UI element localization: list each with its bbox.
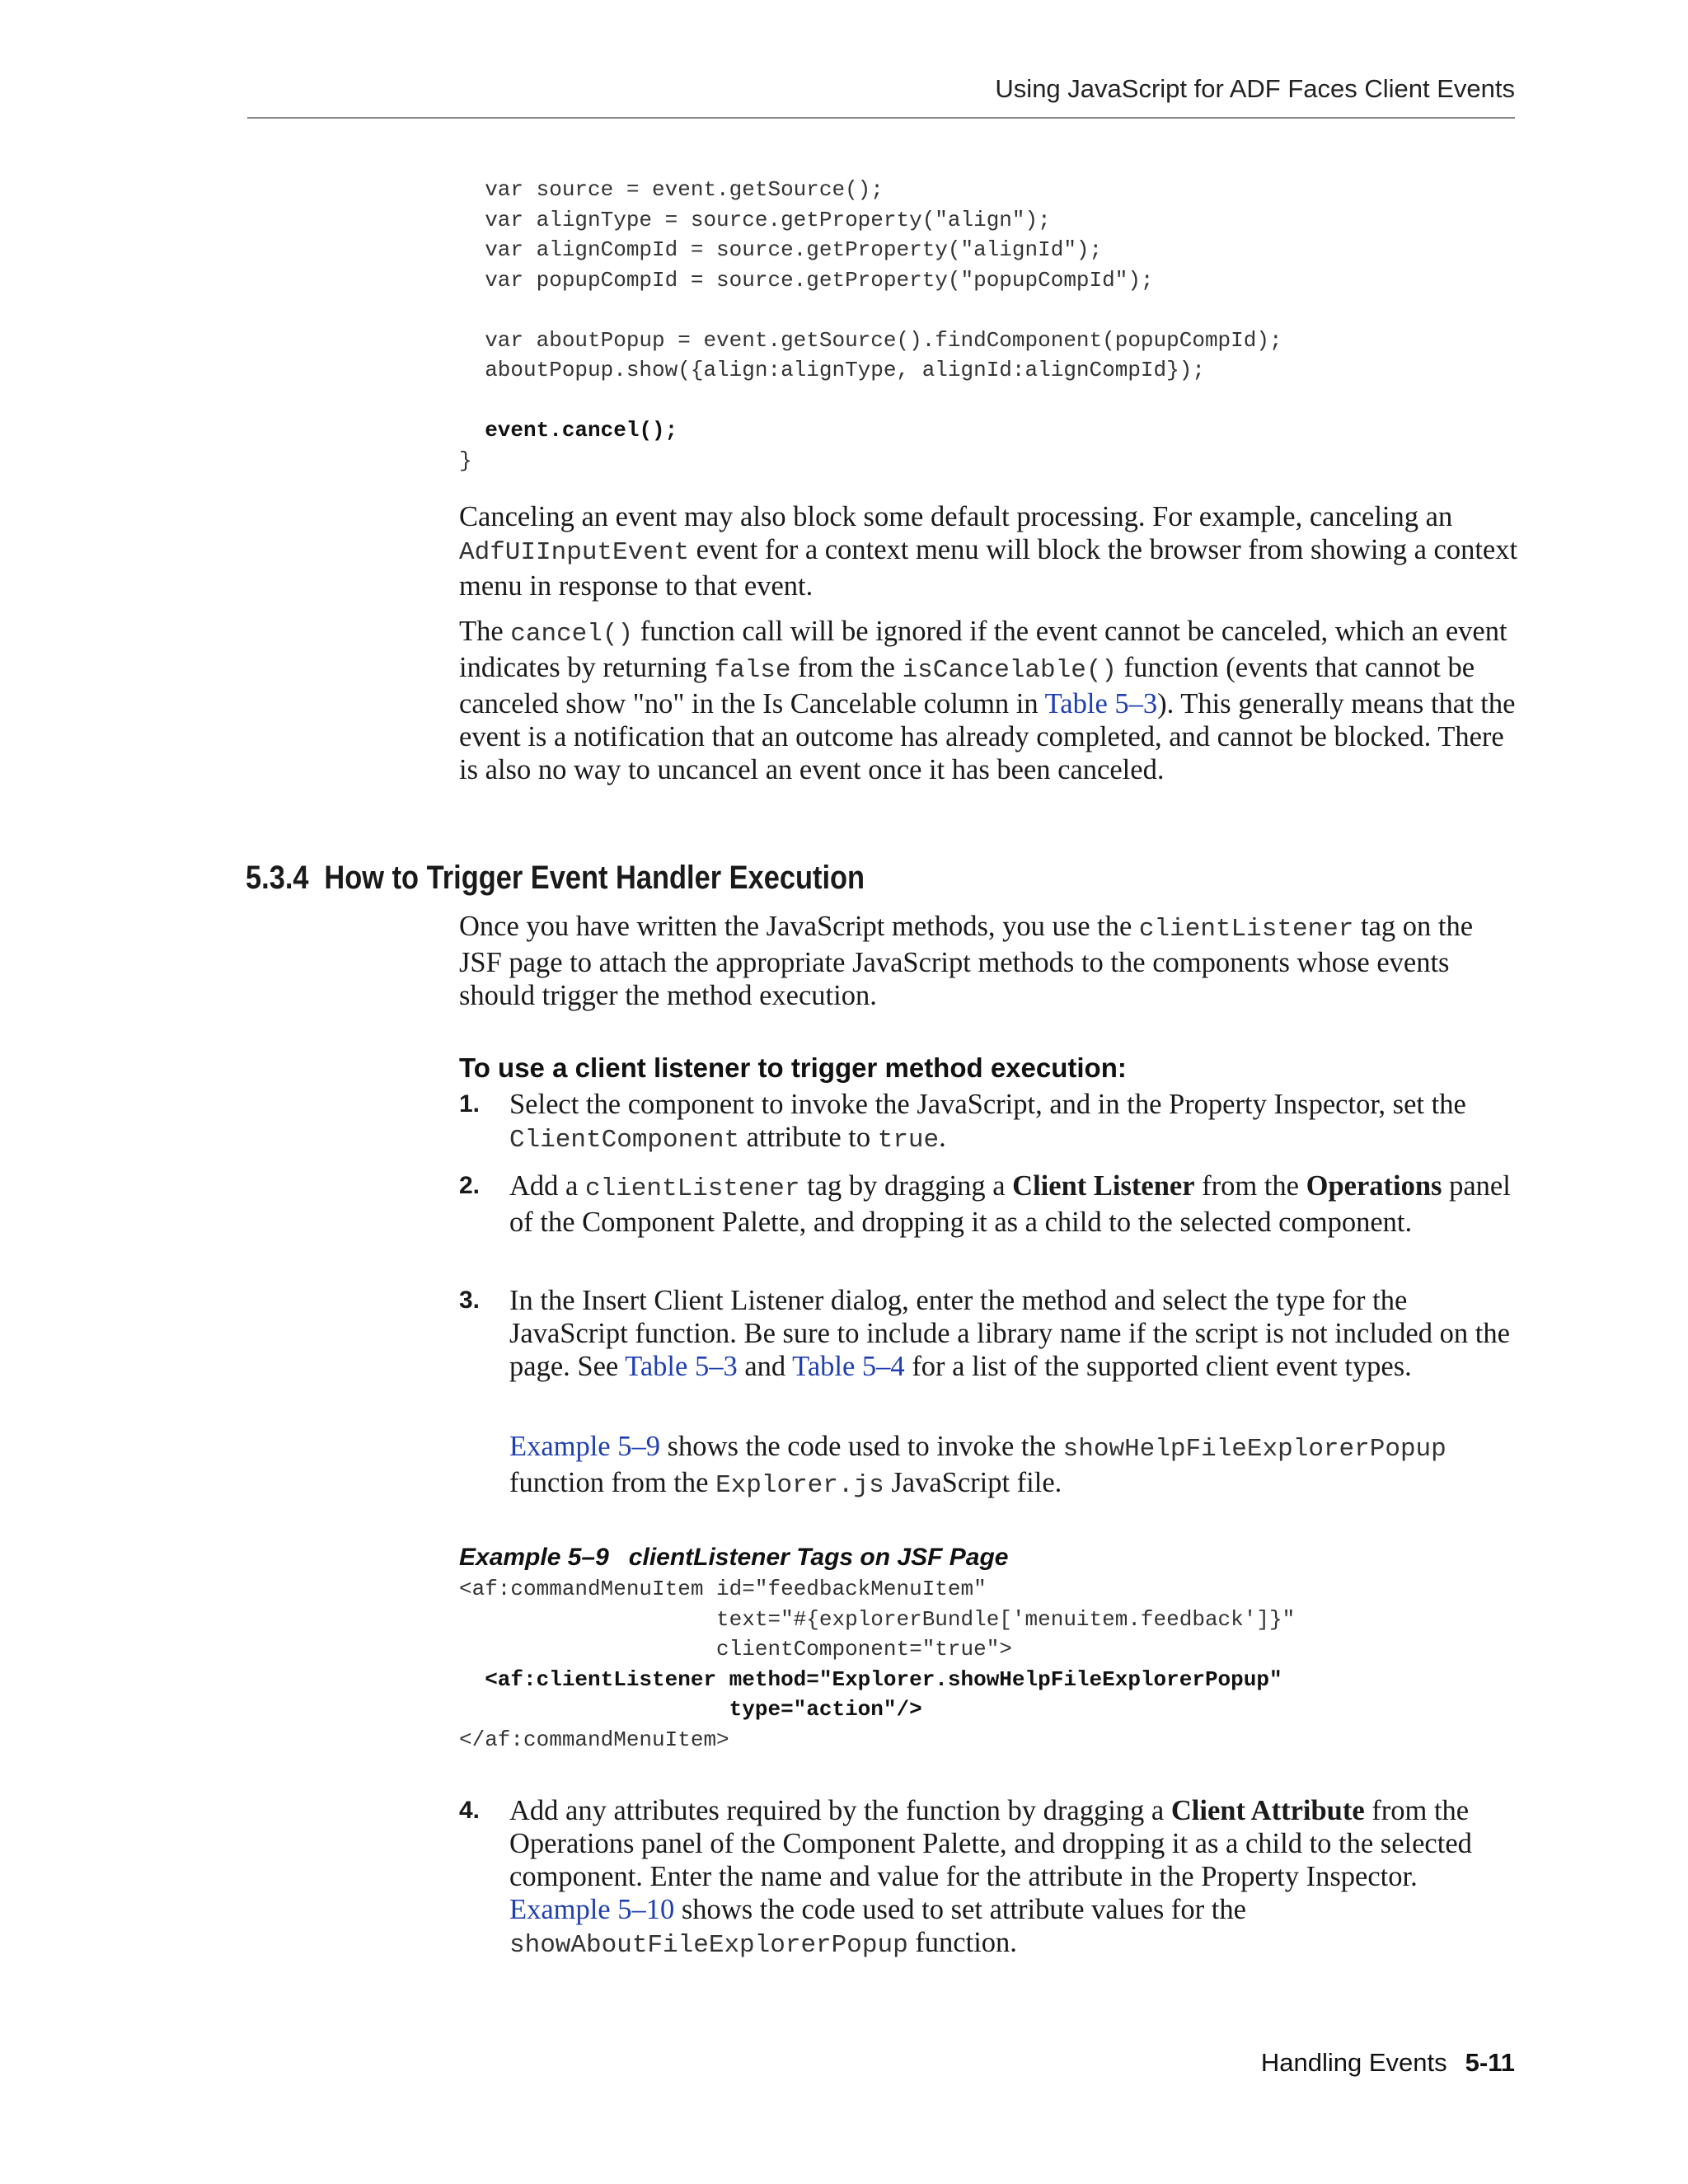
step-text: In the Insert Client Listener dialog, enter the method and select the type for the JavaScript function. Be sure to include a library name if the script is not included on the page. See Table 5–3 and Table 5–4 for a list of the supported client event types. (509, 1285, 1510, 1382)
code-line-bold: type="action"/> (459, 1697, 922, 1722)
running-header-title: Using JavaScript for ADF Faces Client Events (995, 74, 1515, 103)
code-line: clientComponent="true"> (459, 1637, 1012, 1661)
paragraph-cancel-ignored: The cancel() function call will be ignored if the event cannot be canceled, which an event indicates by returning false from the isCancelable() function (events that cannot be canceled show "no" in the Is Cancelable column in Table 5–3). This generally means that the event is a notification that an outcome has already completed, and cannot be blocked. There is also no way to uncancel an event once it has been canceled. (459, 616, 1516, 785)
paragraph-intro: Once you have written the JavaScript methods, you use the clientListener tag on the JSF page to attach the appropriate JavaScript methods to the components whose events should trigger the method execution. (459, 911, 1474, 1011)
code-line: text="#{explorerBundle['menuitem.feedback']}" (459, 1606, 1296, 1632)
inline-code: clientListener (1138, 915, 1354, 944)
step-text: Add any attributes required by the function by dragging a Client Attribute from the Operations panel of the Component Palette, and dropping it as a child to the selected component. Enter the name and value for the attribute in the Property Inspector. Example 5–10 shows the code used to set attribute values for the showAboutFileExplorerPopup function. (509, 1795, 1472, 1960)
link-table-5-3[interactable]: Table 5–3 (1044, 688, 1158, 719)
code-closing-brace: } (459, 448, 472, 473)
section-heading (246, 860, 865, 897)
running-header (247, 74, 1515, 119)
example-label: Example 5–9 (459, 1544, 609, 1571)
paragraph-cancel-default: Canceling an event may also block some default processing. For example, canceling an AdfUIInputEvent event for a context menu will block the browser from showing a context menu in response to that event. (459, 501, 1518, 602)
code-block-example (459, 1574, 1295, 1755)
example-caption (459, 1544, 1008, 1572)
section-title: How to Trigger Event Handler Execution (324, 860, 865, 896)
code-line: <af:commandMenuItem id="feedbackMenuItem" (459, 1577, 987, 1601)
running-footer (1261, 2048, 1515, 2078)
code-line-bold: event.cancel(); (459, 418, 678, 443)
footer-chapter: Handling Events (1260, 2048, 1447, 2077)
step-number: 1. (459, 1090, 481, 1118)
inline-code: clientListener (584, 1174, 800, 1203)
step-number: 4. (459, 1797, 481, 1824)
page-number: 5-11 (1465, 2048, 1515, 2077)
code-line: aboutPopup.show({align:alignType, alignId:alignCompId}); (459, 358, 1205, 382)
step-number: 3. (459, 1286, 481, 1314)
ui-term: Client Attribute (1170, 1795, 1365, 1826)
section-number: 5.3.4 (246, 860, 309, 896)
code-line: var alignCompId = source.getProperty("alignId"); (459, 237, 1103, 262)
procedure-heading: To use a client listener to trigger method execution: (459, 1052, 1127, 1083)
example-title: clientListener Tags on JSF Page (628, 1544, 1009, 1571)
ui-term: Operations (1306, 1170, 1442, 1202)
ui-term: Client Listener (1012, 1170, 1195, 1202)
code-line: var alignType = source.getProperty("align"); (459, 207, 1051, 232)
inline-code: ClientComponent (509, 1126, 740, 1155)
link-table-5-4[interactable]: Table 5–4 (792, 1351, 905, 1382)
inline-code: isCancelable() (902, 656, 1118, 685)
link-example-5-10[interactable]: Example 5–10 (509, 1894, 675, 1925)
inline-code: false (714, 656, 791, 685)
step-text: Select the component to invoke the JavaScript, and in the Property Inspector, set the ClientComponent attribute to true. (509, 1089, 1466, 1155)
inline-code: cancel() (510, 620, 634, 649)
code-line-bold: <af:clientListener method="Explorer.showHelpFileExplorerPopup" (459, 1666, 1282, 1692)
step-text: Add a clientListener tag by dragging a Client Listener from the Operations panel of the Component Palette, and dropping it as a child to the selected component. (509, 1170, 1511, 1238)
link-table-5-3[interactable]: Table 5–3 (625, 1351, 738, 1382)
code-line: </af:commandMenuItem> (459, 1727, 729, 1752)
inline-code: AdfUIInputEvent (459, 538, 690, 567)
code-block-handler (459, 175, 1282, 476)
code-line: var source = event.getSource(); (459, 177, 884, 202)
inline-code: showAboutFileExplorerPopup (509, 1931, 908, 1960)
code-line: var popupCompId = source.getProperty("popupCompId"); (459, 267, 1154, 293)
inline-code: true (877, 1126, 940, 1155)
inline-code: Explorer.js (715, 1471, 884, 1500)
inline-code: showHelpFileExplorerPopup (1062, 1435, 1447, 1464)
code-line: var aboutPopup = event.getSource().findComponent(popupCompId); (459, 327, 1282, 353)
link-example-5-9[interactable]: Example 5–9 (509, 1431, 660, 1462)
step-3-subparagraph: Example 5–9 shows the code used to invoke the showHelpFileExplorerPopup function from the Explorer.js JavaScript file. (509, 1431, 1447, 1500)
step-number: 2. (459, 1172, 481, 1199)
